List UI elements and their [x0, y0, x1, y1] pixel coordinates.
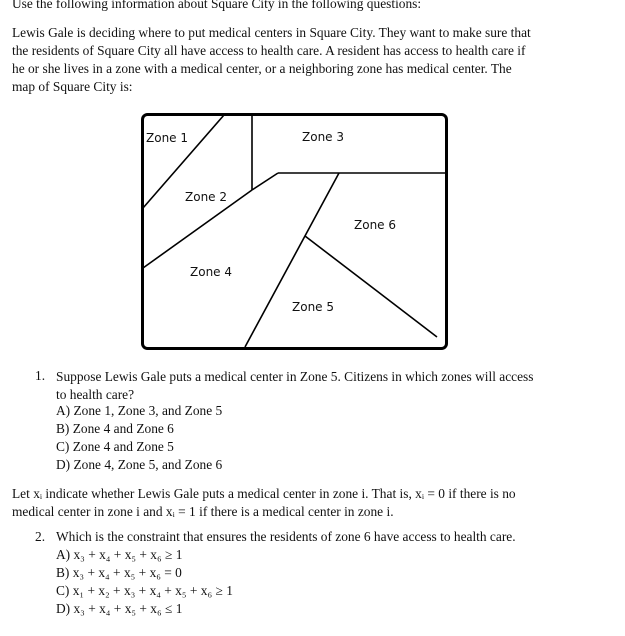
question-2-text: Which is the constraint that ensures the residents of zone 6 have access to health care. [56, 529, 516, 544]
description-line: he or she lives in a zone with a medical center, or a neighboring zone has medical center. The [12, 61, 512, 76]
question-1-text [56, 368, 533, 404]
zone-2-label: Zone 2 [185, 190, 227, 204]
zone-6-label: Zone 6 [354, 218, 396, 232]
question-2-option-a: A) x₃ + x₄ + x₅ + x₆ ≥ 1 [56, 547, 183, 562]
variable-definition [12, 485, 516, 521]
question-2-option-d: D) x₃ + x₄ + x₅ + x₆ ≤ 1 [56, 601, 183, 616]
question-1-number: 1. [35, 368, 46, 383]
question-1-option-d: D) Zone 4, Zone 5, and Zone 6 [56, 457, 223, 472]
description-line: map of Square City is: [12, 79, 133, 94]
question-2-option-b: B) x₃ + x₄ + x₅ + x₆ = 0 [56, 565, 182, 580]
zone-3-label: Zone 3 [302, 130, 344, 144]
description-line: the residents of Square City all have access to health care. A resident has access to health care if [12, 43, 526, 58]
question-1-line: to health care? [56, 387, 135, 402]
definition-line: Let xᵢ indicate whether Lewis Gale puts a medical center in zone i. That is, xᵢ = 0 if there is no [12, 486, 516, 501]
question-2-option-c: C) x₁ + x₂ + x₃ + x₄ + x₅ + x₆ ≥ 1 [56, 583, 233, 598]
intro-line: Use the following information about Square City in the following questions: [12, 0, 422, 11]
question-2-number: 2. [35, 529, 46, 544]
zone-5-label: Zone 5 [292, 300, 334, 314]
zone-1-label: Zone 1 [146, 131, 188, 145]
square-city-map [141, 113, 448, 350]
zone-boundary [245, 173, 339, 347]
zone-4-label: Zone 4 [190, 265, 232, 279]
definition-line: medical center in zone i and xᵢ = 1 if there is a medical center in zone i. [12, 504, 394, 519]
zone-boundary [305, 236, 437, 337]
question-1-option-a: A) Zone 1, Zone 3, and Zone 5 [56, 403, 223, 418]
question-1-line: Suppose Lewis Gale puts a medical center in Zone 5. Citizens in which zones will access [56, 369, 534, 384]
question-1-option-c: C) Zone 4 and Zone 5 [56, 439, 174, 454]
description [12, 24, 531, 96]
description-line: Lewis Gale is deciding where to put medical centers in Square City. They want to make sure that [12, 25, 531, 40]
zone-boundary [252, 173, 278, 190]
question-1-option-b: B) Zone 4 and Zone 6 [56, 421, 174, 436]
